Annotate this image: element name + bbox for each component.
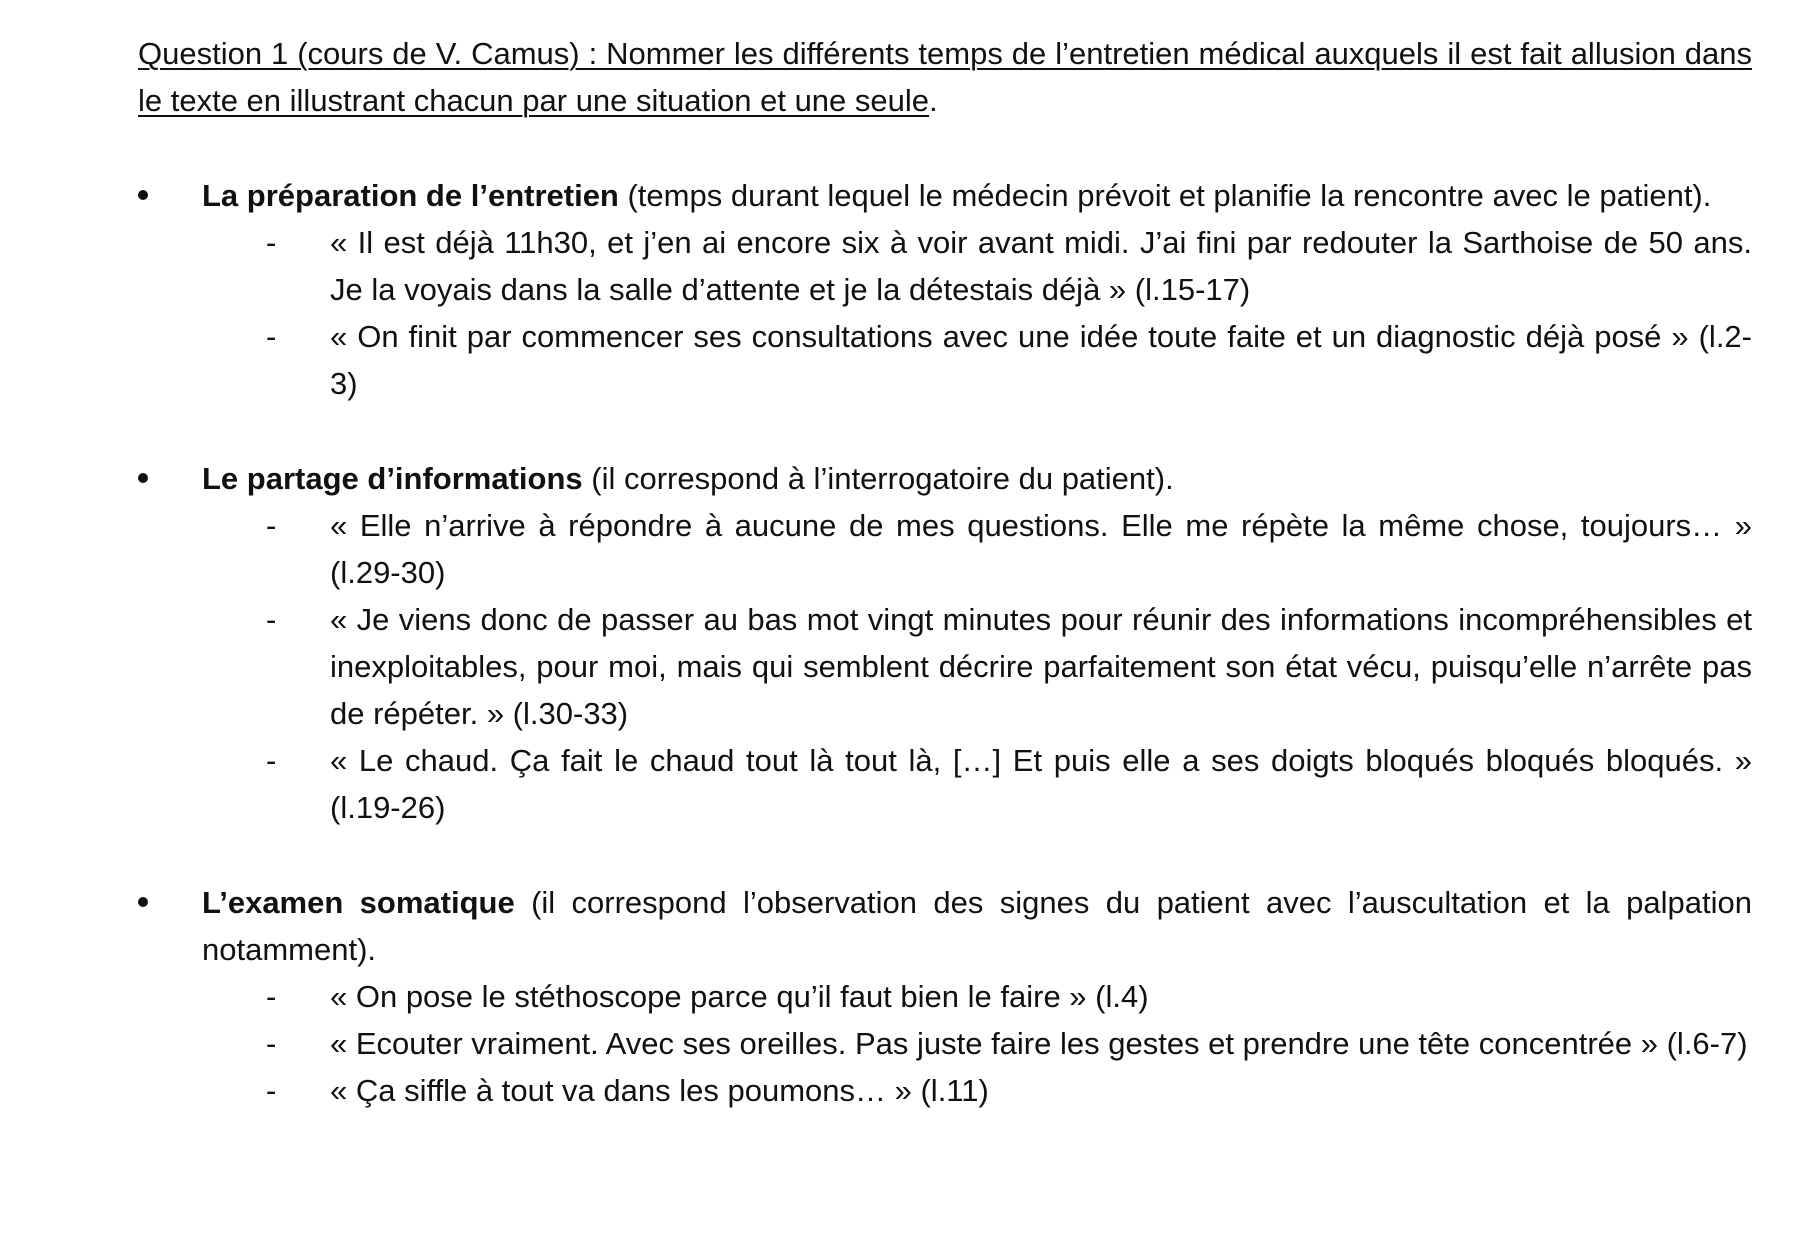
quote-text: « Ecouter vraiment. Avec ses oreilles. Pas juste faire les gestes et prendre une tête concentrée » (l.6-7): [330, 1026, 1748, 1061]
quote-list: [138, 219, 1752, 407]
section-title: L’examen somatique: [202, 885, 515, 920]
quote-list: [138, 973, 1752, 1114]
section-description: (temps durant lequel le médecin prévoit et planifie la rencontre avec le patient).: [618, 178, 1712, 213]
dash-icon: -: [266, 1073, 277, 1108]
quote-item: [266, 219, 1752, 313]
section-partage-informations: [138, 455, 1752, 831]
dash-icon: -: [266, 1026, 277, 1061]
quote-item: [266, 596, 1752, 737]
quote-item: [266, 973, 1752, 1020]
question-text: Question 1 (cours de V. Camus) : Nommer les différents temps de l’entretien médical auxquels il est fait allusion dans le texte en illustrant chacun par une situation et une seule: [138, 36, 1752, 118]
dash-icon: -: [266, 602, 277, 637]
section-heading: [202, 172, 1752, 219]
quote-item: [266, 737, 1752, 831]
quote-text: « Il est déjà 11h30, et j’en ai encore six à voir avant midi. J’ai fini par redouter la Sarthoise de 50 ans. Je la voyais dans la salle d’attente et je la détestais déjà » (l.15-17): [330, 225, 1752, 307]
quote-list: [138, 502, 1752, 831]
section-examen-somatique: [138, 879, 1752, 1114]
section-description: (il correspond l’observation des signes du patient avec l’auscultation et la palpation notamment).: [202, 885, 1752, 967]
quote-text: « Je viens donc de passer au bas mot vingt minutes pour réunir des informations incompréhensibles et inexploitables, pour moi, mais qui semblent décrire parfaitement son état vécu, puisqu’elle n’arrête pas de répéter. » (l.30-33): [330, 602, 1752, 731]
quote-text: « On finit par commencer ses consultations avec une idée toute faite et un diagnostic déjà posé » (l.2-3): [330, 319, 1752, 401]
question-end: .: [929, 83, 938, 118]
quote-text: « Ça siffle à tout va dans les poumons… » (l.11): [330, 1073, 989, 1108]
document-page: [138, 30, 1752, 1114]
quote-item: [266, 502, 1752, 596]
quote-item: [266, 1020, 1752, 1067]
dash-icon: -: [266, 225, 277, 260]
quote-item: [266, 1067, 1752, 1114]
section-preparation: [138, 172, 1752, 407]
section-title: Le partage d’informations: [202, 461, 583, 496]
section-title: La préparation de l’entretien: [202, 178, 619, 213]
dash-icon: -: [266, 508, 277, 543]
dash-icon: -: [266, 979, 277, 1014]
quote-text: « Le chaud. Ça fait le chaud tout là tout là, […] Et puis elle a ses doigts bloqués bloqués bloqués. » (l.19-26): [330, 743, 1752, 825]
quote-item: [266, 313, 1752, 407]
question-heading: [138, 30, 1752, 124]
dash-icon: -: [266, 743, 277, 778]
bullet-icon: [138, 190, 148, 200]
quote-text: « Elle n’arrive à répondre à aucune de mes questions. Elle me répète la même chose, toujours… » (l.29-30): [330, 508, 1752, 590]
bullet-icon: [138, 897, 148, 907]
quote-text: « On pose le stéthoscope parce qu’il faut bien le faire » (l.4): [330, 979, 1149, 1014]
section-heading: [202, 879, 1752, 973]
bullet-icon: [138, 473, 148, 483]
section-description: (il correspond à l’interrogatoire du patient).: [582, 461, 1174, 496]
dash-icon: -: [266, 319, 277, 354]
section-heading: [202, 455, 1752, 502]
